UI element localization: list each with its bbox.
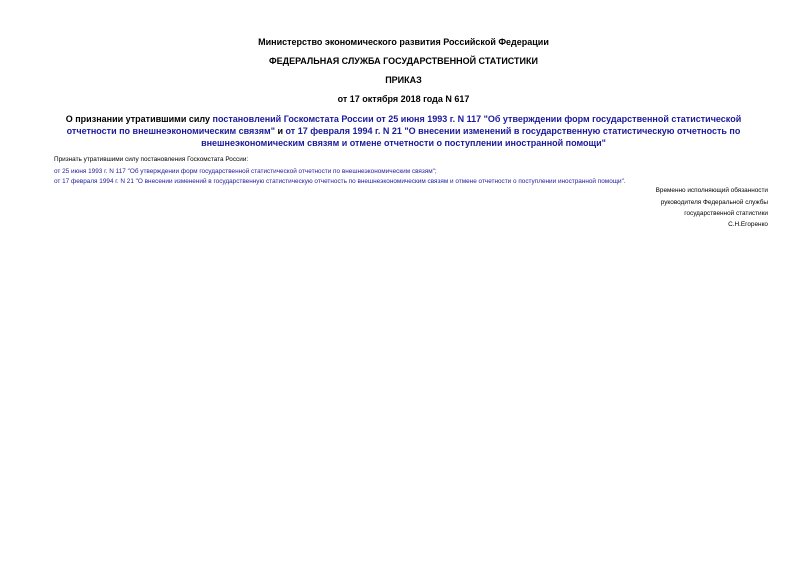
ministry-heading: Министерство экономического развития Российской Федерации bbox=[258, 37, 549, 47]
body-link-resolution-117[interactable]: от 25 июня 1993 г. N 117 "Об утверждении форм государственной статистической отчетности по внешнеэкономическим связям"; bbox=[54, 168, 437, 175]
body-intro-paragraph: Признать утратившими силу постановления Госкомстата России: bbox=[54, 156, 249, 163]
title-prefix: О признании утратившими силу bbox=[65, 114, 213, 124]
body-item-resolution-21 bbox=[54, 177, 626, 186]
signature-position-line-1: Временно исполняющий обязанности bbox=[655, 187, 768, 194]
title-conjunction: и bbox=[274, 126, 286, 136]
signature-position-line-3: государственной статистики bbox=[684, 210, 768, 217]
body-item-period: . bbox=[623, 178, 626, 185]
document-date-heading: от 17 октября 2018 года N 617 bbox=[337, 94, 470, 104]
title-link-resolution-21[interactable]: от 17 февраля 1994 г. N 21 "О внесении изменений в государственную статистическую отчетность по внешнеэкономическим связям и отмене отчетности о поступлении иностранной помощи" bbox=[201, 126, 741, 148]
title-link-resolution-117[interactable]: постановлений Госкомстата России от 25 июня 1993 г. N 117 "Об утверждении форм государственной статистической отчетности по внешнеэкономическим связям" bbox=[66, 114, 742, 136]
body-link-resolution-21[interactable]: от 17 февраля 1994 г. N 21 "О внесении изменений в государственную статистическую отчетность по внешнеэкономическим связям и отмене отчетности о поступлении иностранной помощи" bbox=[54, 178, 624, 185]
signature-name: С.Н.Егоренко bbox=[728, 221, 768, 228]
service-heading: ФЕДЕРАЛЬНАЯ СЛУЖБА ГОСУДАРСТВЕННОЙ СТАТИСТИКИ bbox=[269, 56, 538, 66]
document-type-heading: ПРИКАЗ bbox=[385, 75, 422, 85]
document-title bbox=[40, 113, 767, 149]
signature-position-line-2: руководителя Федеральной службы bbox=[660, 199, 768, 206]
